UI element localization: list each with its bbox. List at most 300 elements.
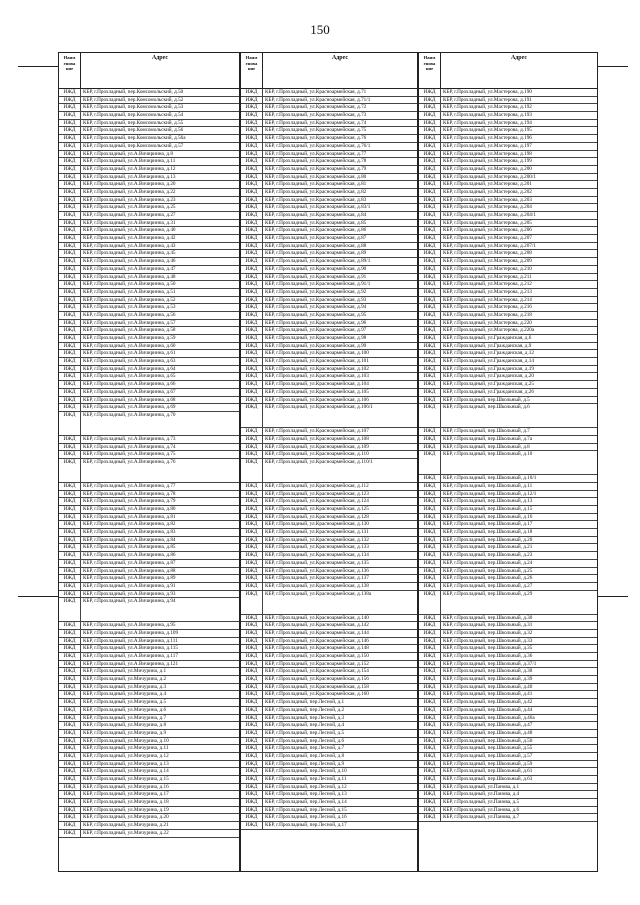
row-address: КБР, г.Прохладный, ул.А.Вичиринна, д.42 (83, 235, 176, 242)
row-code: ИЖД (59, 127, 81, 134)
row-address: КБР, г.Прохладный, ул.А.Вичиринна, д.52 (83, 296, 176, 303)
row-code: ИЖД (59, 552, 81, 559)
row-code: ИЖД (419, 814, 441, 821)
table-row (241, 745, 417, 753)
row-code: ИЖД (419, 436, 441, 443)
row-code: ИЖД (59, 366, 81, 373)
row-code: ИЖД (59, 622, 81, 629)
table-row (59, 830, 239, 838)
row-code: ИЖД (59, 104, 81, 111)
row-code: ИЖД (59, 197, 81, 204)
row-address: КБР, г.Прохладный, пер.Школьный, д.23 (443, 552, 533, 559)
table-row (59, 807, 239, 815)
table-row (419, 320, 597, 328)
row-code: ИЖД (59, 250, 81, 257)
row-code: ИЖД (241, 684, 263, 691)
row-code: ИЖД (241, 768, 263, 775)
table-row (419, 814, 597, 822)
row-code: ИЖД (59, 830, 81, 837)
table-row (419, 699, 597, 707)
row-code: ИЖД (241, 483, 263, 490)
table-row (241, 491, 417, 499)
row-address: КБР, г.Прохладный, ул.Мастерова, д.193 (443, 112, 532, 119)
row-address: КБР, г.Прохладный, ул.А.Вичиринна, д.45 (83, 250, 176, 257)
row-address: КБР, г.Прохладный, ул.Красноармейская, д.150 (265, 653, 369, 659)
table-row (59, 412, 239, 436)
row-address: КБР, г.Прохладный, ул.А.Вичиринна, д.87 (83, 559, 176, 566)
row-address: КБР, г.Прохладный, пер.Лесной, д.7 (265, 745, 345, 752)
header-address-label: Адрес (331, 55, 349, 61)
row-address: КБР, г.Прохладный, ул.Мастерова, д.201 (443, 181, 532, 188)
table-row (241, 506, 417, 514)
table-row (241, 807, 417, 815)
row-code: ИЖД (241, 615, 263, 622)
table-row (419, 521, 597, 529)
table-row (241, 699, 417, 707)
row-address: КБР, г.Прохладный, ул.Мичурина, д.5 (83, 699, 167, 706)
row-address: КБР, г.Прохладный, ул.Красноармейская, д.89 (265, 250, 367, 257)
row-code: ИЖД (419, 135, 441, 142)
table-row (241, 730, 417, 738)
table-row (419, 266, 597, 274)
row-address: КБР, г.Прохладный, пер.Школьный, д.32 (443, 629, 533, 636)
row-address: КБР, г.Прохладный, пер.Школьный, д.12/1 (443, 490, 537, 497)
row-address: КБР, г.Прохладный, пер.Лесной, д.16 (265, 814, 347, 821)
row-address: КБР, г.Прохладный, ул.Гражданская, д.20 (443, 373, 534, 380)
row-address: КБР, г.Прохладный, ул.А.Вичиринна, д.23 (83, 196, 176, 203)
table-row (419, 281, 597, 289)
row-address: КБР, г.Прохладный, ул.Мичурина, д.21 (83, 822, 169, 829)
table-row (241, 335, 417, 343)
row-code: ИЖД (59, 529, 81, 536)
table-row (419, 120, 597, 128)
table-row (59, 699, 239, 707)
table-row (59, 784, 239, 792)
row-address: КБР, г.Прохладный, ул.Красноармейская, д.84 (265, 212, 367, 218)
table-row (419, 738, 597, 746)
row-code: ИЖД (59, 381, 81, 388)
row-address: КБР, г.Прохладный, ул.Красноармейская, д.103 (265, 373, 369, 380)
row-code: ИЖД (419, 212, 441, 219)
row-code: ИЖД (419, 784, 441, 791)
row-code: ИЖД (241, 97, 263, 104)
table-row (419, 350, 597, 358)
row-address: КБР, г.Прохладный, ул.Красноармейская, д.71 (265, 89, 367, 95)
header-code-label: Наим енова ние (59, 53, 81, 88)
table-row (59, 822, 239, 830)
row-code: ИЖД (241, 575, 263, 582)
row-address: КБР, г.Прохладный, ул.Мичурина, д.6 (83, 706, 167, 713)
row-address: КБР, г.Прохладный, пер.Школьный, д.38 (443, 668, 533, 675)
row-code: ИЖД (419, 537, 441, 544)
row-code: ИЖД (419, 676, 441, 683)
table-row (59, 89, 239, 97)
row-address: КБР, г.Прохладный, ул.А.Вичиринна, д.83 (83, 529, 176, 536)
row-code: ИЖД (59, 598, 81, 621)
row-code: ИЖД (241, 289, 263, 296)
row-code: ИЖД (241, 498, 263, 505)
row-address: КБР, г.Прохладный, ул.А.Вичиринна, д.82 (83, 521, 176, 528)
table-row (419, 220, 597, 228)
table-row (59, 335, 239, 343)
row-address: КБР, г.Прохладный, ул.Мичурина, д.10 (83, 737, 169, 744)
row-code: ИЖД (241, 404, 263, 427)
row-address: КБР, г.Прохладный, пер.Лесной, д.6 (265, 737, 345, 744)
table-row (419, 181, 597, 189)
row-code: ИЖД (59, 691, 81, 698)
row-address: КБР, г.Прохладный, пер.Комсомольский, д.53 (83, 104, 184, 111)
row-address: КБР, г.Прохладный, ул.Красноармейская, д.107 (265, 428, 369, 435)
row-code: ИЖД (59, 638, 81, 645)
table-row (419, 151, 597, 159)
row-address: КБР, г.Прохладный, ул.Панова, д.7 (443, 814, 520, 821)
row-address: КБР, г.Прохладный, ул.Красноармейская, д.134 (265, 552, 369, 559)
row-address: КБР, г.Прохладный, пер.Школьный, д.42 (443, 699, 533, 706)
row-address: КБР, г.Прохладный, ул.Мастерова, д.191 (443, 96, 532, 103)
row-code: ИЖД (59, 583, 81, 590)
table-row (419, 444, 597, 452)
row-code: ИЖД (59, 404, 81, 411)
row-address: КБР, г.Прохладный, ул.Мичурина, д.12 (83, 752, 169, 759)
table-row (419, 583, 597, 591)
row-address: КБР, г.Прохладный, ул.А.Вичиринна, д.76 (83, 458, 176, 465)
row-address: КБР, г.Прохладный, ул.А.Вичиринна, д.74 (83, 443, 176, 450)
row-address: КБР, г.Прохладный, ул.Красноармейская, д.95 (265, 311, 367, 318)
row-code: ИЖД (241, 691, 263, 698)
row-code: ИЖД (419, 143, 441, 150)
table-row (241, 784, 417, 792)
table-row (241, 358, 417, 366)
row-address: КБР, г.Прохладный, пер.Школьный, д.63 (443, 776, 533, 782)
table-row (59, 537, 239, 545)
row-address: КБР, г.Прохладный, ул.Красноармейская, д.132 (265, 536, 369, 543)
table-row (419, 575, 597, 583)
row-address: КБР, г.Прохладный, пер.Комсомольский, д.50 (83, 89, 184, 95)
table-row (59, 583, 239, 591)
row-address: КБР, г.Прохладный, ул.А.Вичиринна, д.67 (83, 388, 176, 395)
row-code: ИЖД (419, 575, 441, 582)
table-row (241, 483, 417, 491)
table-row (241, 444, 417, 452)
table-row (419, 491, 597, 499)
row-address: КБР, г.Прохладный, ул.Красноармейская, д.148 (265, 645, 369, 652)
table-row (419, 483, 597, 491)
table-row (419, 358, 597, 366)
table-row (419, 158, 597, 166)
row-address: КБР, г.Прохладный, ул.Панова, д.1 (443, 783, 520, 790)
row-address: КБР, г.Прохладный, ул.Мичурина, д.8 (83, 722, 167, 729)
table-row (241, 822, 417, 830)
table-row (59, 350, 239, 358)
row-code: ИЖД (419, 358, 441, 365)
table-row (59, 491, 239, 499)
table-row (419, 630, 597, 638)
table-row (419, 791, 597, 799)
table-row (419, 668, 597, 676)
row-code: ИЖД (241, 730, 263, 737)
row-address: КБР, г.Прохладный, ул.А.Вичиринна, д.60 (83, 342, 176, 349)
row-code: ИЖД (59, 560, 81, 567)
row-code: ИЖД (59, 506, 81, 513)
table-row (59, 373, 239, 381)
row-code: ИЖД (419, 444, 441, 451)
table-row (419, 498, 597, 506)
table-row (419, 622, 597, 630)
row-code: ИЖД (419, 475, 441, 482)
row-code: ИЖД (241, 745, 263, 752)
table-row (59, 529, 239, 537)
table-row (59, 722, 239, 730)
table-row (419, 204, 597, 212)
row-code: ИЖД (59, 653, 81, 660)
row-address: КБР, г.Прохладный, ул.Красноармейская, д.91/1 (265, 281, 371, 288)
table-row (419, 389, 597, 397)
row-code: ИЖД (59, 722, 81, 729)
row-address: КБР, г.Прохладный, пер.Комсомольский, д.54 (83, 112, 184, 119)
table-row (241, 715, 417, 723)
table-row (419, 707, 597, 715)
row-code: ИЖД (419, 373, 441, 380)
table-row (241, 327, 417, 335)
row-address: КБР, г.Прохладный, ул.Красноармейская, д.112 (265, 482, 369, 489)
row-code: ИЖД (241, 715, 263, 722)
table-row (59, 707, 239, 715)
table-row (59, 761, 239, 769)
row-address: КБР, г.Прохладный, пер.Школьный, д.39 (443, 676, 533, 683)
row-address: КБР, г.Прохладный, ул.Мичурина, д.14 (83, 768, 169, 775)
table-row (241, 428, 417, 436)
row-code: ИЖД (419, 350, 441, 357)
row-address: КБР, г.Прохладный, пер.Комсомольский, д.55 (83, 119, 184, 126)
table-row (241, 127, 417, 135)
row-address: КБР, г.Прохладный, ул.Красноармейская, д.80 (265, 173, 367, 180)
row-code: ИЖД (419, 451, 441, 474)
column-header (59, 53, 239, 89)
table-row (419, 715, 597, 723)
row-code: ИЖД (59, 320, 81, 327)
table-row (241, 498, 417, 506)
row-address: КБР, г.Прохладный, ул.А.Вичиринна, д.80 (83, 506, 176, 512)
table-row (241, 622, 417, 630)
row-code: ИЖД (59, 343, 81, 350)
table-row (59, 343, 239, 351)
row-address: КБР, г.Прохладный, пер.Школьный, д.55 (443, 745, 533, 752)
row-code: ИЖД (241, 350, 263, 357)
row-address: КБР, г.Прохладный, ул.Мастерова, д.214 (443, 296, 532, 303)
row-code: ИЖД (59, 166, 81, 173)
table-row (419, 544, 597, 552)
table-row (419, 428, 597, 436)
table-row (241, 459, 417, 483)
row-code: ИЖД (241, 630, 263, 637)
row-code: ИЖД (59, 768, 81, 775)
row-address: КБР, г.Прохладный, пер.Лесной, д.14 (265, 799, 347, 806)
table-row (59, 189, 239, 197)
row-address: КБР, г.Прохладный, пер.Лесной, д.3 (265, 714, 345, 721)
row-code: ИЖД (241, 645, 263, 652)
table-row (241, 97, 417, 105)
row-code: ИЖД (59, 212, 81, 219)
row-code: ИЖД (419, 258, 441, 265)
row-address: КБР, г.Прохладный, ул.Красноармейская, д.72 (265, 104, 367, 111)
row-code: ИЖД (59, 784, 81, 791)
row-address: КБР, г.Прохладный, ул.А.Вичиринна, д.75 (83, 451, 176, 458)
row-code: ИЖД (59, 189, 81, 196)
row-code: ИЖД (419, 189, 441, 196)
row-code: ИЖД (419, 799, 441, 806)
row-address: КБР, г.Прохладный, ул.А.Вичиринна, д.57 (83, 319, 176, 326)
row-address: КБР, г.Прохладный, ул.Красноармейская, д.98 (265, 335, 367, 341)
table-row (59, 212, 239, 220)
row-code: ИЖД (419, 343, 441, 350)
table-row (59, 776, 239, 784)
table-row (241, 389, 417, 397)
row-code: ИЖД (59, 799, 81, 806)
row-address: КБР, г.Прохладный, ул.Красноармейская, д.138 (265, 582, 369, 589)
row-address: КБР, г.Прохладный, ул.Гражданская, д.6 (443, 335, 532, 341)
table-row (241, 529, 417, 537)
table-row (241, 151, 417, 159)
table-row (59, 220, 239, 228)
table-row (419, 730, 597, 738)
row-code: ИЖД (241, 521, 263, 528)
row-address: КБР, г.Прохладный, ул.Мастерова, д.196 (443, 135, 532, 142)
table-row (59, 691, 239, 699)
table-row (419, 560, 597, 568)
row-code: ИЖД (59, 304, 81, 311)
row-address: КБР, г.Прохладный, ул.Красноармейская, д.131 (265, 529, 369, 536)
row-address: КБР, г.Прохладный, ул.Красноармейская, д.106 (265, 396, 369, 403)
table-row (59, 814, 239, 822)
table-row (241, 552, 417, 560)
row-code: ИЖД (419, 297, 441, 304)
table-row (241, 220, 417, 228)
row-code: ИЖД (59, 436, 81, 443)
row-address: КБР, г.Прохладный, пер.Школьный, д.59 (443, 760, 533, 767)
table-row (241, 521, 417, 529)
table-column-3 (418, 52, 598, 872)
row-address: КБР, г.Прохладный, пер.Школьный, д.5 (443, 396, 530, 403)
row-address: КБР, г.Прохладный, ул.А.Вичиринна, д.11 (83, 158, 176, 165)
row-address: КБР, г.Прохладный, ул.Красноармейская, д.77 (265, 150, 367, 157)
row-address: КБР, г.Прохладный, пер.Лесной, д.17 (265, 822, 347, 829)
row-code: ИЖД (419, 250, 441, 257)
table-row (59, 243, 239, 251)
row-address: КБР, г.Прохладный, ул.Мастерова, д.190 (443, 89, 532, 95)
row-code: ИЖД (419, 181, 441, 188)
row-address: КБР, г.Прохладный, ул.Мичурина, д.15 (83, 776, 169, 782)
row-address: КБР, г.Прохладный, ул.А.Вичиринна, д.8 (83, 150, 173, 157)
row-code: ИЖД (419, 730, 441, 737)
row-address: КБР, г.Прохладный, пер.Школьный, д.41 (443, 691, 533, 698)
table-row (59, 289, 239, 297)
table-row (59, 560, 239, 568)
table-row (419, 506, 597, 514)
row-code: ИЖД (59, 568, 81, 575)
table-row (241, 397, 417, 405)
row-address: КБР, г.Прохладный, пер.Школьный, д.40 (443, 683, 533, 690)
row-code: ИЖД (241, 135, 263, 142)
table-row (241, 668, 417, 676)
row-code: ИЖД (419, 112, 441, 119)
row-code: ИЖД (241, 204, 263, 211)
row-address: КБР, г.Прохладный, ул.Красноармейская, д.156 (265, 676, 369, 683)
row-code: ИЖД (241, 104, 263, 111)
table-row (419, 304, 597, 312)
table-row (419, 366, 597, 374)
table-row (241, 575, 417, 583)
row-address: КБР, г.Прохладный, ул.Красноармейская, д.154 (265, 668, 369, 675)
row-address: КБР, г.Прохладный, ул.А.Вичиринна, д.93 (83, 590, 176, 597)
table-row (419, 404, 597, 428)
row-code: ИЖД (59, 97, 81, 104)
table-row (419, 143, 597, 151)
row-code: ИЖД (241, 220, 263, 227)
row-address: КБР, г.Прохладный, ул.Мастерова, д.212 (443, 281, 532, 288)
row-code: ИЖД (241, 320, 263, 327)
row-address: КБР, г.Прохладный, ул.А.Вичиринна, д.70 (83, 411, 176, 418)
table-row (59, 483, 239, 491)
table-row (241, 166, 417, 174)
row-address: КБР, г.Прохладный, ул.А.Вичиринна, д.58 (83, 327, 176, 334)
table-row (59, 436, 239, 444)
row-address: КБР, г.Прохладный, ул.Красноармейская, д.110/1 (265, 458, 373, 465)
row-address: КБР, г.Прохладный, ул.Красноармейская, д.158 (265, 683, 369, 690)
row-address: КБР, г.Прохладный, ул.Мастерова, д.192 (443, 104, 532, 111)
row-address: КБР, г.Прохладный, ул.Мичурина, д.20 (83, 814, 169, 821)
table-row (241, 404, 417, 428)
table-row (59, 235, 239, 243)
table-row (419, 568, 597, 576)
row-address: КБР, г.Прохладный, ул.Мастерова, д.211 (443, 273, 532, 280)
row-address: КБР, г.Прохладный, ул.Красноармейская, д.94 (265, 304, 367, 311)
row-code: ИЖД (59, 814, 81, 821)
table-row (419, 799, 597, 807)
row-code: ИЖД (241, 722, 263, 729)
row-code: ИЖД (419, 281, 441, 288)
row-address: КБР, г.Прохладный, ул.А.Вичиринна, д.66 (83, 381, 176, 388)
row-address: КБР, г.Прохладный, ул.А.Вичиринна, д.86 (83, 552, 176, 559)
row-code: ИЖД (59, 521, 81, 528)
row-address: КБР, г.Прохладный, ул.Мастерова, д.200/1 (443, 173, 536, 180)
row-address: КБР, г.Прохладный, ул.А.Вичиринна, д.40 (83, 227, 176, 234)
row-address: КБР, г.Прохладный, пер.Школьный, д.16 (443, 513, 533, 520)
row-code: ИЖД (241, 784, 263, 791)
row-address: КБР, г.Прохладный, ул.А.Вичиринна, д.68 (83, 396, 176, 403)
table-row (59, 151, 239, 159)
row-code: ИЖД (59, 235, 81, 242)
row-code: ИЖД (419, 645, 441, 652)
row-address: КБР, г.Прохладный, пер.Школьный, д.36 (443, 653, 533, 659)
table-row (241, 289, 417, 297)
table-row (59, 127, 239, 135)
row-address: КБР, г.Прохладный, ул.Мичурина, д.4 (83, 691, 167, 698)
row-code: ИЖД (419, 97, 441, 104)
table-row (241, 738, 417, 746)
scan-line (18, 66, 58, 67)
row-address: КБР, г.Прохладный, пер.Лесной, д.11 (265, 776, 347, 782)
table-row (59, 552, 239, 560)
row-address: КБР, г.Прохладный, ул.Красноармейская, д.133 (265, 544, 369, 551)
row-address: КБР, г.Прохладный, ул.Красноармейская, д.75 (265, 127, 367, 134)
row-address: КБР, г.Прохладный, пер.Школьный, д.6 (443, 404, 530, 411)
table-row (241, 560, 417, 568)
table-row (241, 120, 417, 128)
table-row (241, 691, 417, 699)
table-row (59, 258, 239, 266)
row-code: ИЖД (59, 243, 81, 250)
row-address: КБР, г.Прохладный, пер.Лесной, д.9 (265, 760, 345, 767)
